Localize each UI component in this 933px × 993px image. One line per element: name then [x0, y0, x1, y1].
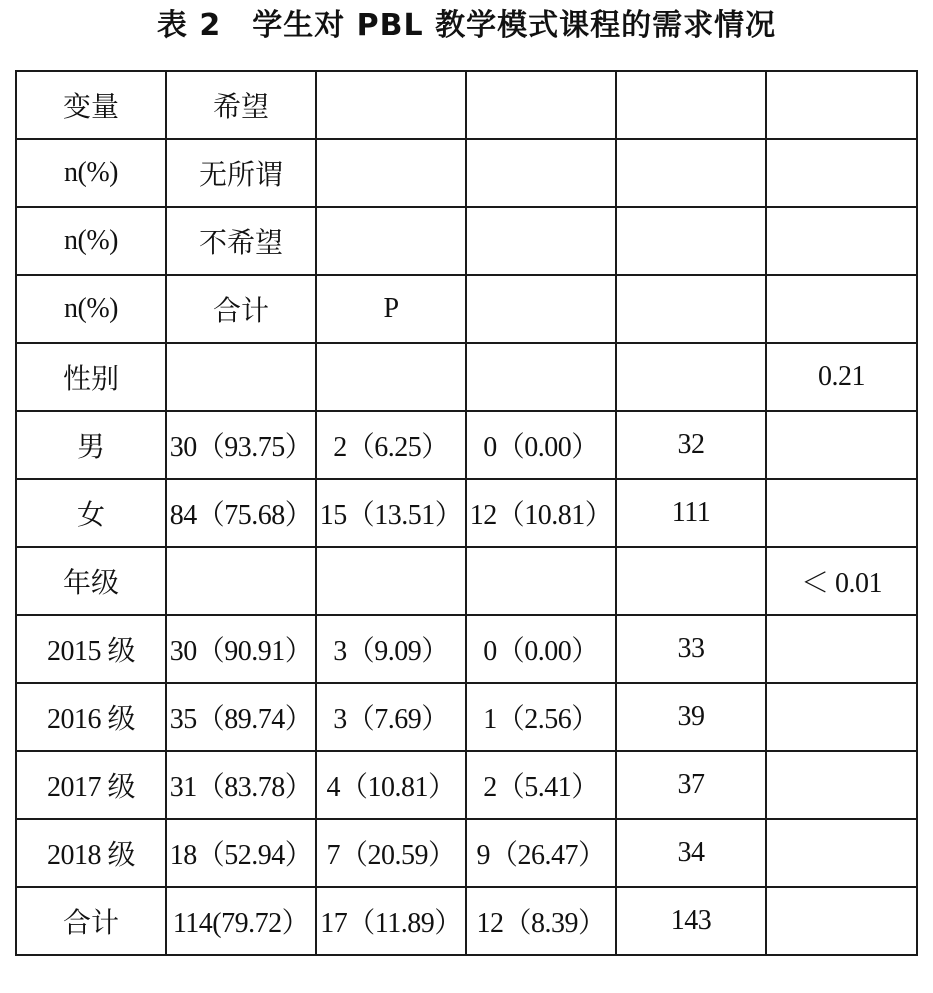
table-row [16, 343, 917, 411]
table-cell: 30（93.75） [166, 411, 316, 479]
table-cell [616, 207, 766, 275]
table-cell: 33 [616, 615, 766, 683]
demand-table [15, 70, 918, 956]
table-cell: 无所谓 [166, 139, 316, 207]
table-cell: 3（7.69） [316, 683, 466, 751]
table-cell [616, 71, 766, 139]
table-cell [466, 71, 616, 139]
row-label-cell: 性别 [16, 343, 166, 411]
table-body [16, 71, 917, 955]
table-cell [766, 207, 917, 275]
table-cell [316, 547, 466, 615]
table-cell [166, 343, 316, 411]
row-label-cell: 合计 [16, 887, 166, 955]
row-label-cell: 变量 [16, 71, 166, 139]
table-cell [766, 615, 917, 683]
table-row [16, 411, 917, 479]
table-cell: 18（52.94） [166, 819, 316, 887]
table-cell [616, 275, 766, 343]
table-cell [766, 71, 917, 139]
table-row [16, 751, 917, 819]
table-cell [766, 887, 917, 955]
table-cell [316, 71, 466, 139]
table-cell [616, 547, 766, 615]
table-cell: 0（0.00） [466, 411, 616, 479]
table-cell [316, 207, 466, 275]
row-label-cell: 2016 级 [16, 683, 166, 751]
row-label-cell: 2017 级 [16, 751, 166, 819]
table-cell: 111 [616, 479, 766, 547]
table-cell [766, 139, 917, 207]
table-cell: 9（26.47） [466, 819, 616, 887]
table-cell: 114(79.72） [166, 887, 316, 955]
table-cell: 30（90.91） [166, 615, 316, 683]
table-row [16, 207, 917, 275]
table-row [16, 887, 917, 955]
table-cell [766, 411, 917, 479]
row-label-cell: n(%) [16, 139, 166, 207]
table-cell: 7（20.59） [316, 819, 466, 887]
table-cell [166, 547, 316, 615]
table-row [16, 819, 917, 887]
table-cell: 17（11.89） [316, 887, 466, 955]
table-cell: 2（5.41） [466, 751, 616, 819]
row-label-cell: n(%) [16, 275, 166, 343]
table-cell [316, 139, 466, 207]
table-cell: 32 [616, 411, 766, 479]
table-cell [766, 683, 917, 751]
table-cell: 15（13.51） [316, 479, 466, 547]
table-row [16, 71, 917, 139]
table-row [16, 479, 917, 547]
table-cell: 4（10.81） [316, 751, 466, 819]
table-cell [466, 275, 616, 343]
table-cell: 0（0.00） [466, 615, 616, 683]
row-label-cell: 男 [16, 411, 166, 479]
table-cell: P [316, 275, 466, 343]
row-label-cell: 女 [16, 479, 166, 547]
table-cell [316, 343, 466, 411]
table-cell: 2（6.25） [316, 411, 466, 479]
row-label-cell: n(%) [16, 207, 166, 275]
table-cell [616, 343, 766, 411]
table-cell: 84（75.68） [166, 479, 316, 547]
table-row [16, 547, 917, 615]
table-cell: 不希望 [166, 207, 316, 275]
table-cell [766, 275, 917, 343]
table-cell: ＜ 0.01 [766, 547, 917, 615]
row-label-cell: 2018 级 [16, 819, 166, 887]
table-cell: 3（9.09） [316, 615, 466, 683]
table-cell: 合计 [166, 275, 316, 343]
row-label-cell: 年级 [16, 547, 166, 615]
table-cell [466, 343, 616, 411]
table-cell: 31（83.78） [166, 751, 316, 819]
table-cell: 0.21 [766, 343, 917, 411]
table-row [16, 615, 917, 683]
table-row [16, 683, 917, 751]
table-cell: 143 [616, 887, 766, 955]
table-cell [766, 479, 917, 547]
table-row [16, 275, 917, 343]
table-cell [466, 139, 616, 207]
table-cell [766, 751, 917, 819]
table-cell: 12（8.39） [466, 887, 616, 955]
table-cell [466, 207, 616, 275]
table-cell: 39 [616, 683, 766, 751]
table-cell: 12（10.81） [466, 479, 616, 547]
table-cell: 34 [616, 819, 766, 887]
row-label-cell: 2015 级 [16, 615, 166, 683]
table-cell: 37 [616, 751, 766, 819]
table-cell [466, 547, 616, 615]
table-cell [766, 819, 917, 887]
table-cell: 35（89.74） [166, 683, 316, 751]
table-title: 表 2 学生对 PBL 教学模式课程的需求情况 [156, 8, 777, 43]
table-row [16, 139, 917, 207]
table-cell: 1（2.56） [466, 683, 616, 751]
table-cell: 希望 [166, 71, 316, 139]
table-cell [616, 139, 766, 207]
